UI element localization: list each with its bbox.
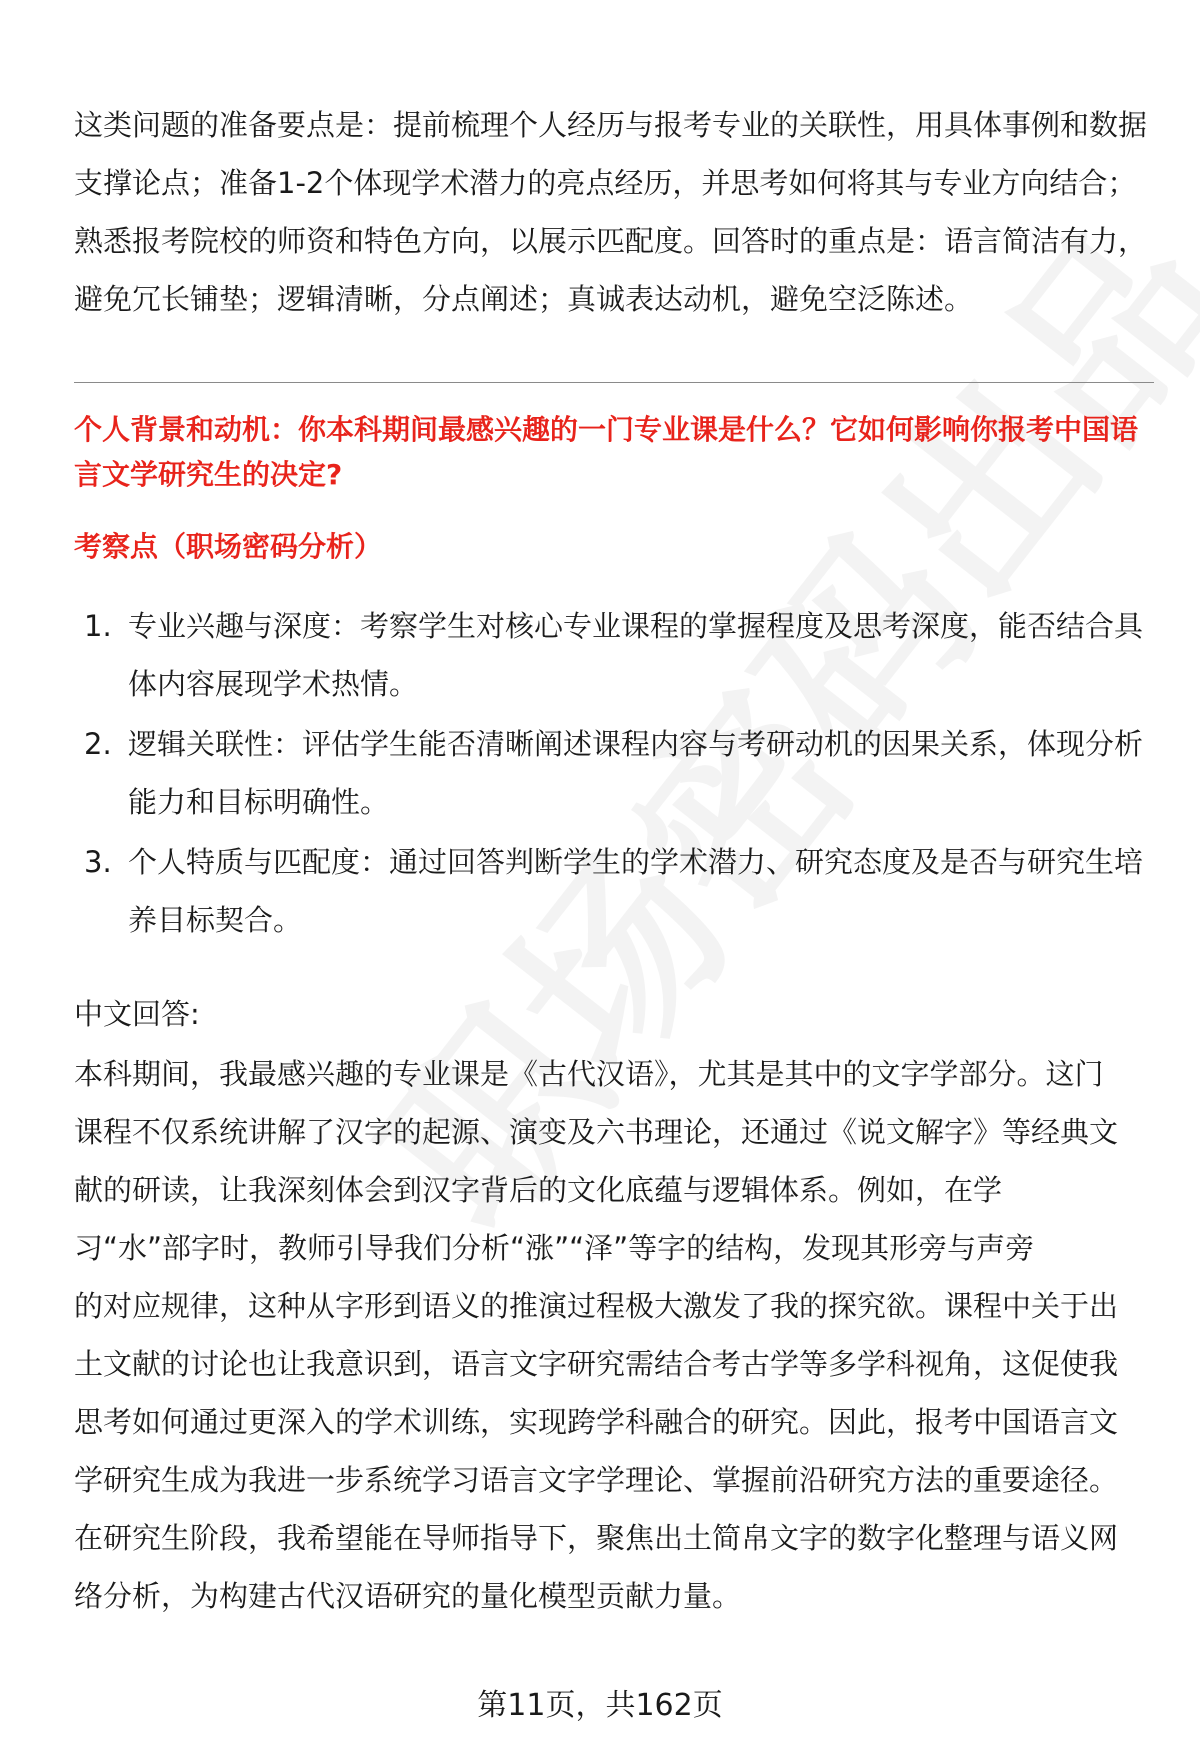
answer-line: 本科期间，我最感兴趣的专业课是《古代汉语》，尤其是其中的文字学部分。这门	[74, 1057, 1104, 1091]
answer-body	[74, 1045, 1154, 1625]
answer-line: 学研究生成为我进一步系统学习语言文字学理论、掌握前沿研究方法的重要途径。	[74, 1463, 1119, 1497]
answer-line: 献的研读，让我深刻体会到汉字背后的文化底蕴与逻辑体系。例如，在学	[74, 1173, 1003, 1207]
intro-paragraph: 这类问题的准备要点是：提前梳理个人经历与报考专业的关联性，用具体事例和数据支撑论点；准备1-2个体现学术潜力的亮点经历，并思考如何将其与专业方向结合；熟悉报考院校的师资和特色方向，以展示匹配度。回答时的重点是：语言简洁有力，避免冗长铺垫；逻辑清晰，分点阐述；真诚表达动机，避免空泛陈述。	[74, 108, 1148, 316]
answer-label: 中文回答:	[74, 997, 200, 1031]
answer-line: 的对应规律，这种从字形到语义的推演过程极大激发了我的探究欲。课程中关于出	[74, 1289, 1119, 1323]
list-item	[74, 833, 1154, 949]
assessment-heading: 考察点（职场密码分析）	[74, 530, 383, 563]
assessment-list	[74, 597, 1154, 951]
divider	[74, 382, 1154, 383]
question-heading: 个人背景和动机：你本科期间最感兴趣的一门专业课是什么？它如何影响你报考中国语言文学研究生的决定?	[74, 413, 1139, 491]
list-item-number: 3.	[84, 845, 112, 879]
answer-line: 思考如何通过更深入的学术训练，实现跨学科融合的研究。因此，报考中国语言文	[74, 1405, 1119, 1439]
answer-line: 习“水”部字时，教师引导我们分析“涨”“泽”等字的结构，发现其形旁与声旁	[74, 1231, 1035, 1265]
list-item	[74, 597, 1154, 713]
list-item-number: 1.	[84, 609, 112, 643]
list-item-text: 逻辑关联性：评估学生能否清晰阐述课程内容与考研动机的因果关系，体现分析能力和目标明确性。	[128, 727, 1144, 819]
list-item-text: 个人特质与匹配度：通过回答判断学生的学术潜力、研究态度及是否与研究生培养目标契合。	[128, 845, 1144, 937]
answer-line: 土文献的讨论也让我意识到，语言文字研究需结合考古学等多学科视角，这促使我	[74, 1347, 1119, 1381]
answer-line: 络分析，为构建古代汉语研究的量化模型贡献力量。	[74, 1579, 742, 1613]
list-item-text: 专业兴趣与深度：考察学生对核心专业课程的掌握程度及思考深度，能否结合具体内容展现学术热情。	[128, 609, 1144, 701]
answer-line: 课程不仅系统讲解了汉字的起源、演变及六书理论，还通过《说文解字》等经典文	[74, 1115, 1119, 1149]
list-item	[74, 715, 1154, 831]
page-footer: 第11页，共162页	[477, 1688, 723, 1723]
list-item-number: 2.	[84, 727, 112, 761]
answer-line: 在研究生阶段，我希望能在导师指导下，聚焦出土简帛文字的数字化整理与语义网	[74, 1521, 1119, 1555]
